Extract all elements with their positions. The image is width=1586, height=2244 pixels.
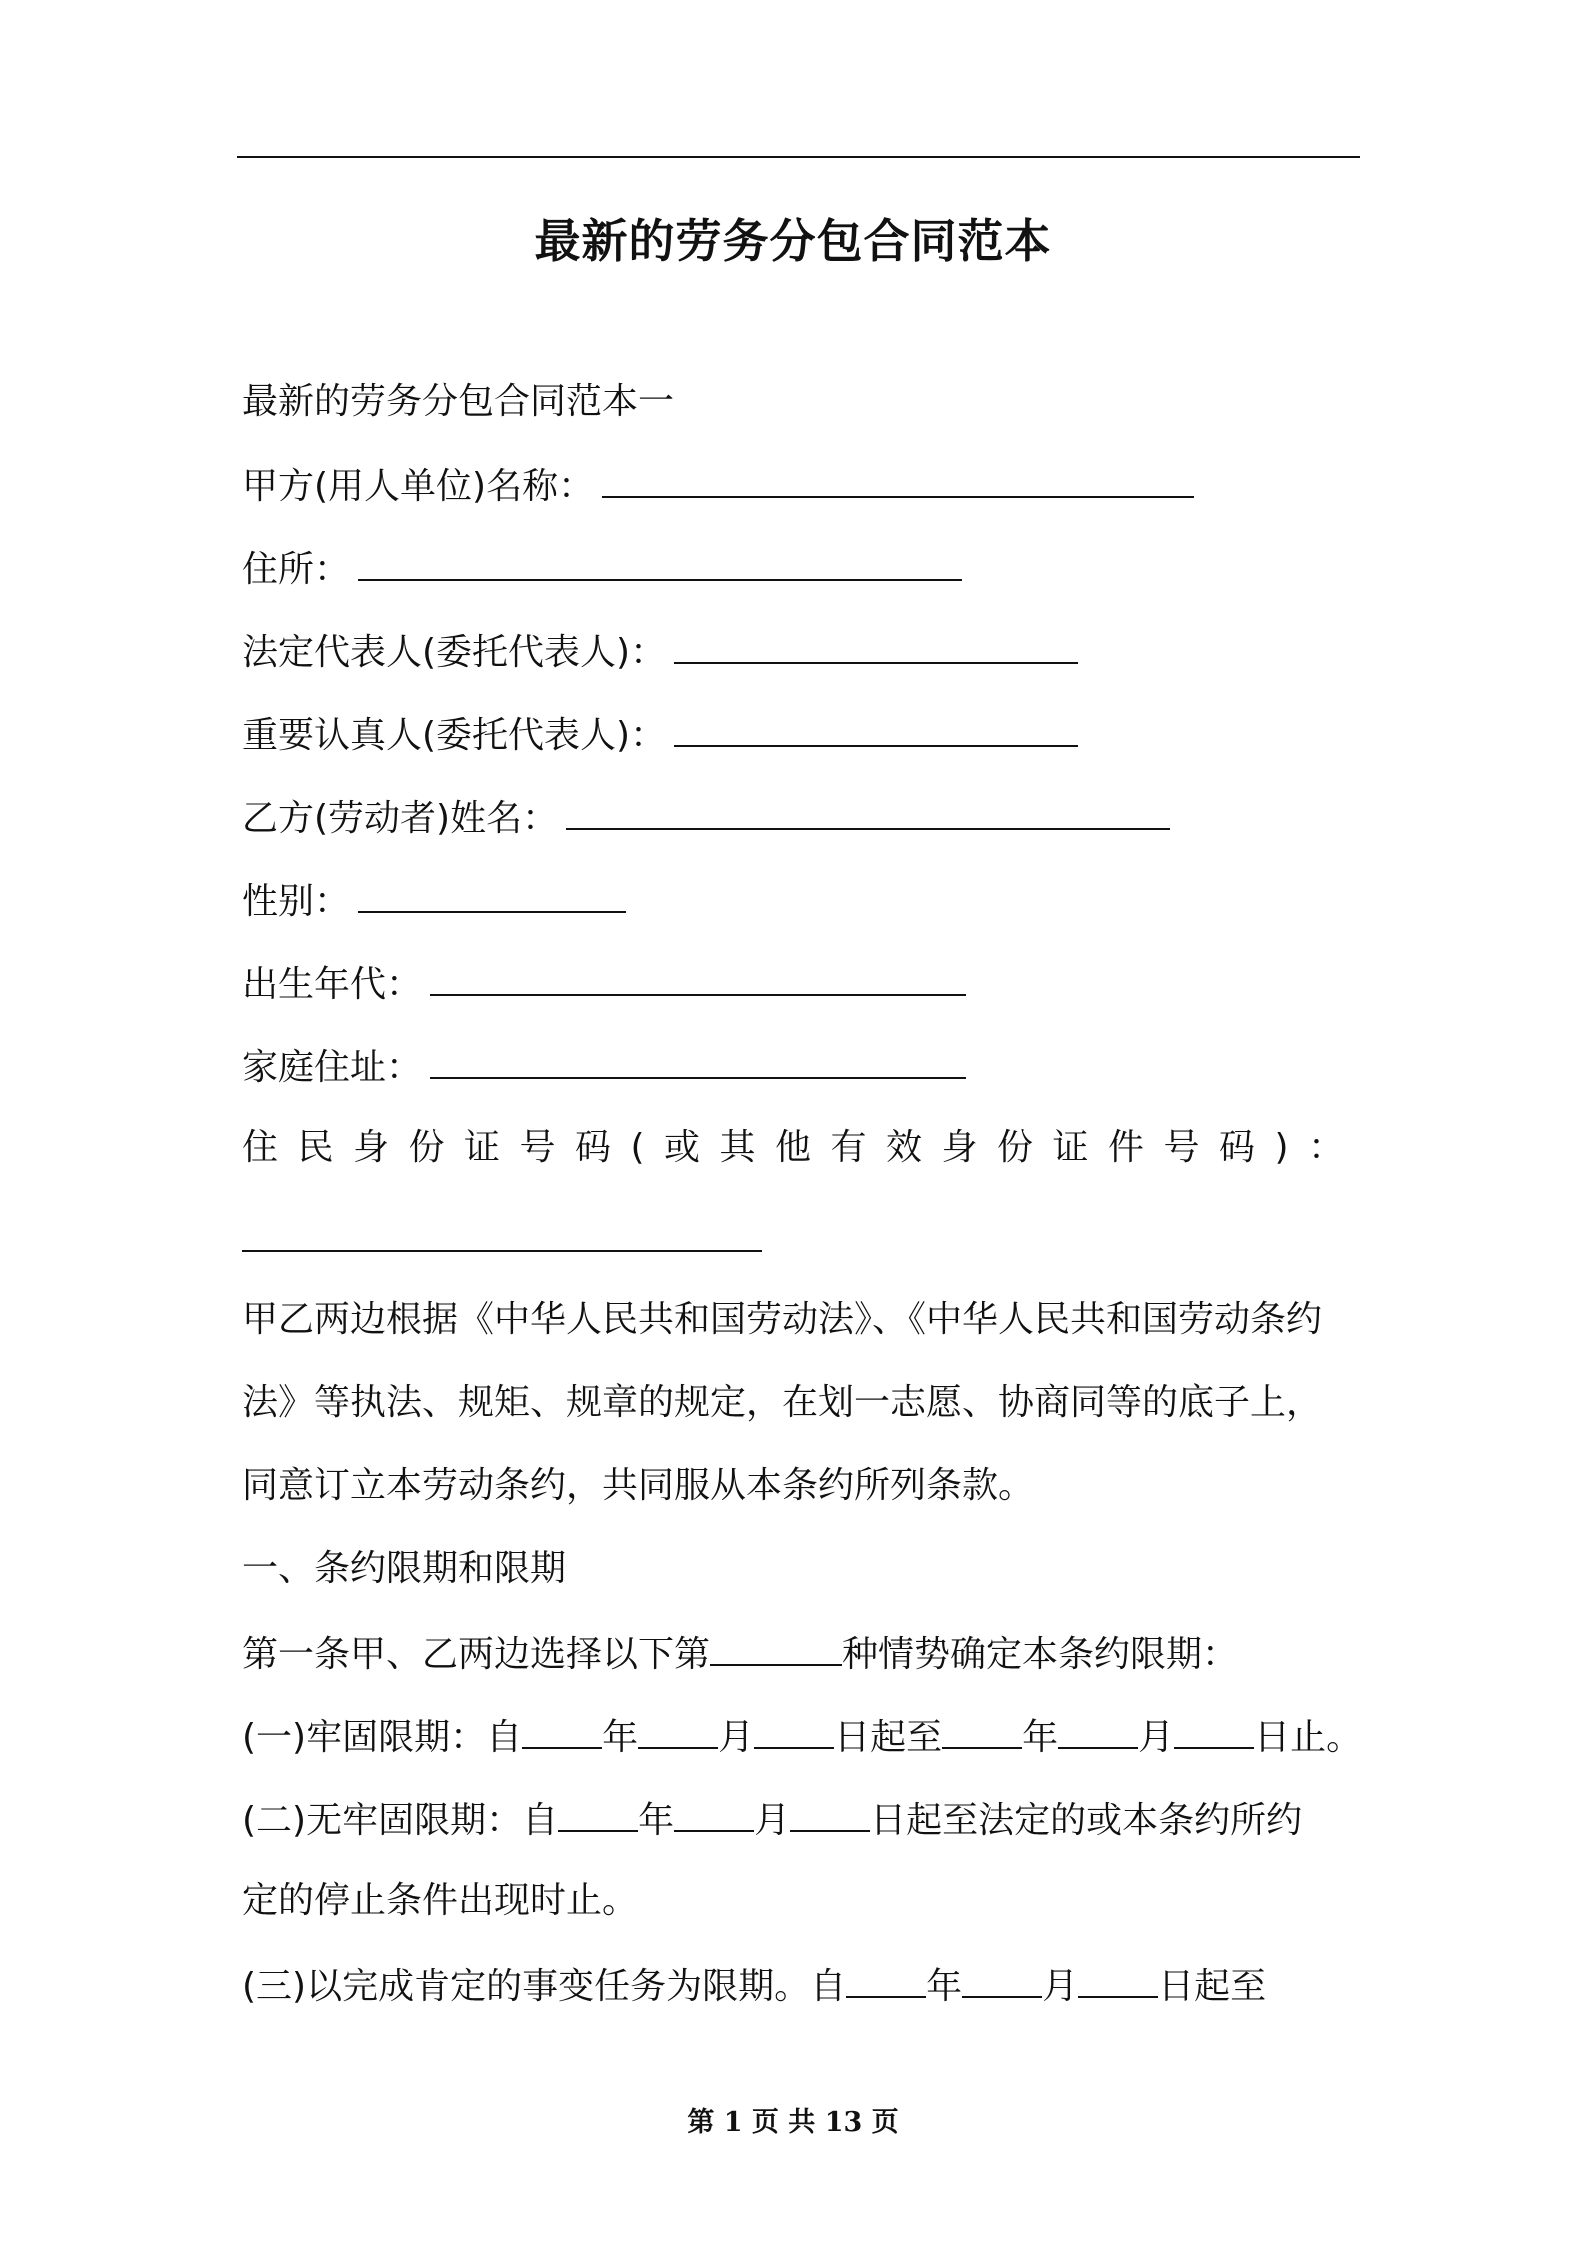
field-birth xyxy=(242,960,966,1004)
article-text-after: 种情势确定本条约限期： xyxy=(842,1634,1239,1675)
year-label: 年 xyxy=(638,1800,675,1841)
task-day-blank[interactable] xyxy=(1078,1962,1158,1998)
document-title: 最新的劳务分包合同范本 xyxy=(534,214,1052,268)
field-main-rep xyxy=(242,711,1078,755)
address-blank[interactable] xyxy=(358,545,962,581)
field-label: 甲方(用人单位)名称： xyxy=(242,466,595,507)
field-label: 法定代表人(委托代表人)： xyxy=(242,632,667,673)
task-term-rest: 日起至 xyxy=(1158,1966,1267,2007)
article-one xyxy=(242,1630,1238,1674)
task-term-label: (三)以完成肯定的事变任务为限期。自 xyxy=(242,1966,847,2007)
fixed-term-label: (一)牢固限期：自 xyxy=(242,1717,523,1758)
task-month-blank[interactable] xyxy=(962,1962,1042,1998)
start-year-blank[interactable] xyxy=(522,1713,602,1749)
field-gender xyxy=(242,877,626,921)
end-month-blank[interactable] xyxy=(1058,1713,1138,1749)
section-heading: 最新的劳务分包合同范本一 xyxy=(242,381,675,422)
month-label: 月 xyxy=(1042,1966,1079,2007)
gender-blank[interactable] xyxy=(358,877,626,913)
task-term-line xyxy=(242,1962,1266,2006)
start-day-blank[interactable] xyxy=(754,1713,834,1749)
field-party-a-name xyxy=(242,462,1194,506)
open-day-blank[interactable] xyxy=(790,1796,870,1832)
field-label: 住所： xyxy=(242,549,351,590)
open-term-label: (二)无牢固限期：自 xyxy=(242,1800,559,1841)
party-a-name-blank[interactable] xyxy=(602,462,1194,498)
id-number-line xyxy=(242,1216,762,1260)
field-id-number: 住民身份证号码(或其他有效身份证件号码)： xyxy=(242,1127,1364,1168)
end-year-blank[interactable] xyxy=(942,1713,1022,1749)
intro-line-1: 甲乙两边根据《中华人民共和国劳动法》、《中华人民共和国劳动条约 xyxy=(242,1299,1323,1340)
party-b-name-blank[interactable] xyxy=(566,794,1170,830)
article-text-before: 第一条甲、乙两边选择以下第 xyxy=(242,1634,711,1675)
fixed-term-line xyxy=(242,1713,1362,1757)
task-year-blank[interactable] xyxy=(846,1962,926,1998)
header-rule xyxy=(237,156,1360,158)
year-label-2: 年 xyxy=(1022,1717,1059,1758)
day-to-label: 日起至 xyxy=(834,1717,943,1758)
open-month-blank[interactable] xyxy=(674,1796,754,1832)
year-label: 年 xyxy=(602,1717,639,1758)
field-home-address xyxy=(242,1043,966,1087)
chapter-heading: 一、条约限期和限期 xyxy=(242,1548,567,1589)
page-number: 第 1 页 共 13 页 xyxy=(687,2107,899,2138)
start-month-blank[interactable] xyxy=(638,1713,718,1749)
end-day-blank[interactable] xyxy=(1174,1713,1254,1749)
open-term-rest: 日起至法定的或本条约所约 xyxy=(870,1800,1303,1841)
month-label: 月 xyxy=(754,1800,791,1841)
open-term-line xyxy=(242,1796,1302,1840)
field-label: 出生年代： xyxy=(242,964,423,1005)
main-rep-blank[interactable] xyxy=(674,711,1078,747)
open-term-line-2: 定的停止条件出现时止。 xyxy=(242,1880,639,1921)
end-label: 日止。 xyxy=(1254,1717,1363,1758)
field-label: 性别： xyxy=(242,881,351,922)
open-year-blank[interactable] xyxy=(558,1796,638,1832)
legal-rep-blank[interactable] xyxy=(674,628,1078,664)
month-label: 月 xyxy=(718,1717,755,1758)
field-address xyxy=(242,545,962,589)
field-label: 家庭住址： xyxy=(242,1047,423,1088)
month-label-2: 月 xyxy=(1138,1717,1175,1758)
year-label: 年 xyxy=(926,1966,963,2007)
intro-line-2: 法》等执法、规矩、规章的规定，在划一志愿、协商同等的底子上， xyxy=(242,1382,1323,1423)
field-legal-rep xyxy=(242,628,1078,672)
field-label: 乙方(劳动者)姓名： xyxy=(242,798,559,839)
field-party-b-name xyxy=(242,794,1170,838)
option-number-blank[interactable] xyxy=(710,1630,842,1666)
field-label: 重要认真人(委托代表人)： xyxy=(242,715,667,756)
intro-line-3: 同意订立本劳动条约，共同服从本条约所列条款。 xyxy=(242,1465,1035,1506)
id-number-blank[interactable] xyxy=(242,1216,762,1252)
birth-blank[interactable] xyxy=(430,960,966,996)
home-address-blank[interactable] xyxy=(430,1043,966,1079)
